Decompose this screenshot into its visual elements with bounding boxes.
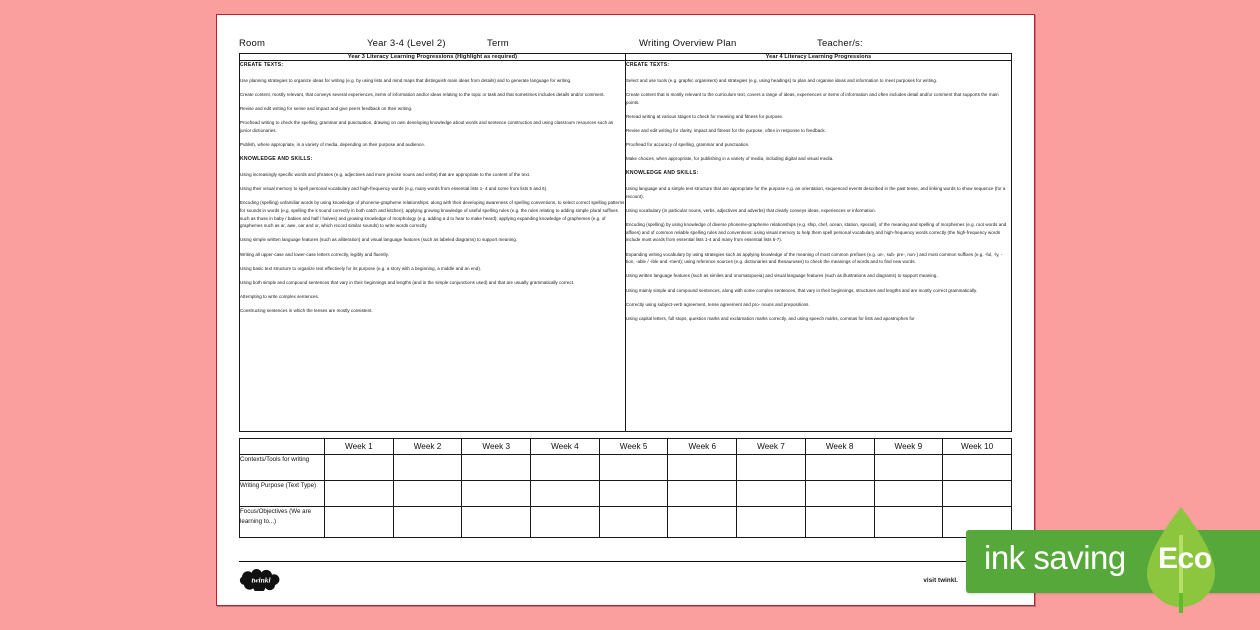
progression-item: Make choices, when appropriate, for publishing in a variety of media, including digital and visual media. [626, 156, 834, 162]
planner-cell[interactable] [668, 481, 737, 507]
planner-row [240, 481, 1012, 507]
footer-divider [239, 561, 1012, 562]
planner-cell[interactable] [325, 507, 394, 538]
field-year: Year 3-4 (Level 2) [367, 38, 446, 49]
planner-cell[interactable] [531, 507, 600, 538]
planner-cell[interactable] [805, 481, 874, 507]
progression-item: Constructing sentences in which the tenses are mostly consistent. [240, 308, 373, 314]
footer-row [239, 567, 1012, 593]
planner-corner-cell [240, 439, 325, 455]
progression-item: Proofread writing to check the spelling, grammar and punctuation, drawing on own developing knowledge about words and sentence construction and using classroom resources such as junior dictionaries. [240, 120, 614, 133]
progression-item: Attempting to write complex sentences. [240, 294, 320, 299]
field-term: Term [487, 38, 509, 49]
planner-cell[interactable] [393, 507, 462, 538]
planner-cell[interactable] [805, 507, 874, 538]
planner-cell[interactable] [805, 455, 874, 481]
section-title: CREATE TEXTS: [626, 62, 670, 68]
progression-item: Writing all upper-case and lower-case letters correctly, legibly and fluently. [240, 251, 389, 257]
week-header: Week 6 [668, 439, 737, 455]
section-title: CREATE TEXTS: [240, 62, 284, 68]
planner-row [240, 455, 1012, 481]
page-title: Writing Overview Plan [639, 38, 737, 49]
progressions-body-row [240, 61, 1012, 432]
section-title: KNOWLEDGE AND SKILLS: [626, 170, 699, 177]
progression-item: Publish, where appropriate, in a variety of media, depending on their purpose and audience. [240, 142, 426, 148]
column-heading-year3: Year 3 Literacy Learning Progressions (Highlight as required) [240, 54, 626, 61]
planner-cell[interactable] [943, 455, 1012, 481]
planner-cell[interactable] [462, 507, 531, 538]
planner-cell[interactable] [462, 481, 531, 507]
planner-cell[interactable] [325, 481, 394, 507]
ink-saving-eco-badge [966, 530, 1260, 593]
progression-item: Using vocabulary (in particular nouns, verbs, adjectives and adverbs) that clearly conveys ideas, experiences or information. [626, 207, 876, 213]
eco-badge-leaf-label: Eco [1158, 542, 1212, 575]
planner-header-row [240, 439, 1012, 455]
planner-row [240, 507, 1012, 538]
progression-item: Use planning strategies to organize ideas for writing (e.g. by using lists and mind maps that distinguish main ideas from details) and to generate language for writing. [240, 77, 572, 83]
page-footer [239, 561, 1012, 593]
week-header: Week 8 [805, 439, 874, 455]
planner-cell[interactable] [874, 455, 943, 481]
field-teacher: Teacher/s: [817, 38, 863, 49]
eco-badge-bar-label: ink saving [984, 539, 1126, 576]
planner-row-label: Contexts/Tools for writing [240, 455, 325, 481]
week-header: Week 9 [874, 439, 943, 455]
planner-row-label: Writing Purpose (Text Type) [240, 481, 325, 507]
planner-cell[interactable] [668, 455, 737, 481]
week-header: Week 5 [599, 439, 668, 455]
progression-item: Using language and a simple text structure that are appropriate for the purpose e.g. an orientation, sequenced events described in the past tense, and linking words to show sequence (for a recount). [626, 186, 1006, 199]
progression-item: Using increasingly specific words and phrases (e.g. adjectives and more precise nouns and verbs) that are appropriate to the content of the text. [240, 171, 531, 177]
progression-item: Select and use tools (e.g. graphic organisers) and strategies (e.g. using headings) to plan and organise ideas and information to meet purposes for writing. [626, 77, 938, 83]
column-body-year4 [626, 61, 1012, 432]
planner-row-label: Focus/Objectives (We are learning to...) [240, 507, 325, 538]
progression-item: Encoding (spelling) by using knowledge of diverse phoneme-grapheme relationships (e.g. ship, chef, ocean, station, special), of the meaning and spelling of morphemes (e.g. root words and affixes) and of common reliable spelling rules and conventions; using visual memory to help them spell personal vocabulary and high-frequency words correctly (the high-frequency words include most words from essential lists 1-4 and many from essential lists 5-7). [626, 222, 1007, 243]
column-heading-year4: Year 4 Literacy Learning Progressions [626, 54, 1012, 61]
week-header: Week 4 [531, 439, 600, 455]
week-header: Week 7 [737, 439, 806, 455]
field-room: Room [239, 38, 266, 49]
progression-item: Revise and edit writing for sense and impact and give peers feedback on their writing. [240, 106, 413, 112]
weekly-planner-table [239, 438, 1012, 538]
planner-cell[interactable] [462, 455, 531, 481]
progressions-table [239, 53, 1012, 432]
planner-cell[interactable] [325, 455, 394, 481]
twinkl-logo-icon [239, 569, 283, 591]
header-fields-row [239, 29, 1012, 49]
progression-item: Reread writing at various stages to check for meaning and fitness for purpose. [626, 113, 784, 119]
progression-item: Create content that is mostly relevant to the curriculum text, covers a range of ideas, experiences or items of information and often includes detail and/or comment that supports the main points. [626, 91, 999, 105]
planner-cell[interactable] [737, 455, 806, 481]
progression-item: Proofread for accuracy of spelling, grammar and punctuation. [626, 142, 750, 148]
worksheet-page [216, 14, 1035, 606]
progression-item: Using basic text structure to organize text effectively for its purpose (e.g. a story with a beginning, a middle and an end). [240, 265, 482, 271]
planner-cell[interactable] [737, 481, 806, 507]
planner-cell[interactable] [737, 507, 806, 538]
progression-item: Using their visual memory to spell personal vocabulary and high-frequency words (e.g. many words from essential lists 1- 4 and some from lists 5 and 6). [240, 186, 548, 192]
planner-cell[interactable] [874, 481, 943, 507]
planner-cell[interactable] [668, 507, 737, 538]
progression-item: Using capital letters, full stops, question marks and exclamation marks correctly, and using speech marks, commas for lists and apostrophes for [626, 315, 915, 321]
planner-cell[interactable] [874, 507, 943, 538]
planner-cell[interactable] [393, 455, 462, 481]
progression-item: Correctly using subject-verb agreement, tense agreement and pro- nouns and prepositions. [626, 301, 810, 307]
week-header: Week 1 [325, 439, 394, 455]
planner-cell[interactable] [599, 455, 668, 481]
planner-cell[interactable] [393, 481, 462, 507]
planner-cell[interactable] [531, 455, 600, 481]
column-body-year3 [240, 61, 626, 432]
progression-item: Expanding writing vocabulary by using strategies such as applying knowledge of the meaning of most common prefixes (e.g. un-, sub- pre-, non-) and most common suffixes (e.g. -ful, -ly, -tion, -able / -ible and -ment); using reference sources (e.g. dictionaries and thesauruses) to check the meanings of words and to find new words. [626, 251, 1003, 265]
progression-item: Using simple written language features (such as alliteration) and visual language features (such as labeled diagrams) to support meaning. [240, 237, 518, 243]
progression-item: Encoding (spelling) unfamiliar words by using knowledge of phoneme-grapheme relationships, along with their developing awareness of spelling conventions, to select correct spelling patterns for sounds in words (e.g. spelling the k sound correctly in both catch and kitchen); applying growing knowledge of useful spelling rules (e.g. the rules relating to adding simple plural suffixes such as those in baby / babies and half / halves) and growing knowledge of morphology (e.g. adding a d to hear to make heard); applying expanding knowledge of graphemes (e.g. of graphemes such as ar, awe, oar and or, which record similar sounds) to write words correctly. [240, 200, 625, 229]
progressions-header-row [240, 54, 1012, 61]
progression-item: Using written language features (such as similes and onomatopoeia) and visual language features (such as illustrations and diagrams) to support meaning. [626, 273, 938, 279]
svg-text:twinkl: twinkl [251, 575, 271, 585]
visit-url-text: visit twinkl. [923, 576, 958, 584]
week-header: Week 3 [462, 439, 531, 455]
week-header: Week 2 [393, 439, 462, 455]
planner-cell[interactable] [599, 481, 668, 507]
planner-cell[interactable] [599, 507, 668, 538]
progression-item: Create content, mostly relevant, that conveys several experiences, items of information and/or ideas relating to the topic or task and that sometimes includes details and/or comment. [240, 91, 605, 97]
section-title: KNOWLEDGE AND SKILLS: [240, 156, 313, 163]
week-header: Week 10 [943, 439, 1012, 455]
planner-cell[interactable] [531, 481, 600, 507]
progression-item: Using mainly simple and compound sentences, along with some complex sentences, that vary in their beginnings, structures and lengths and are mostly correct grammatically. [626, 287, 978, 293]
worksheet-content [239, 29, 1012, 595]
planner-cell[interactable] [943, 481, 1012, 507]
progression-item: Using both simple and compound sentences that vary in their beginnings and lengths (and in the simple conjunctions used) and that are usually grammatically correct. [240, 279, 575, 285]
progression-item: Revise and edit writing for clarity, impact and fitness for the purpose, often in response to feedback. [626, 127, 826, 133]
